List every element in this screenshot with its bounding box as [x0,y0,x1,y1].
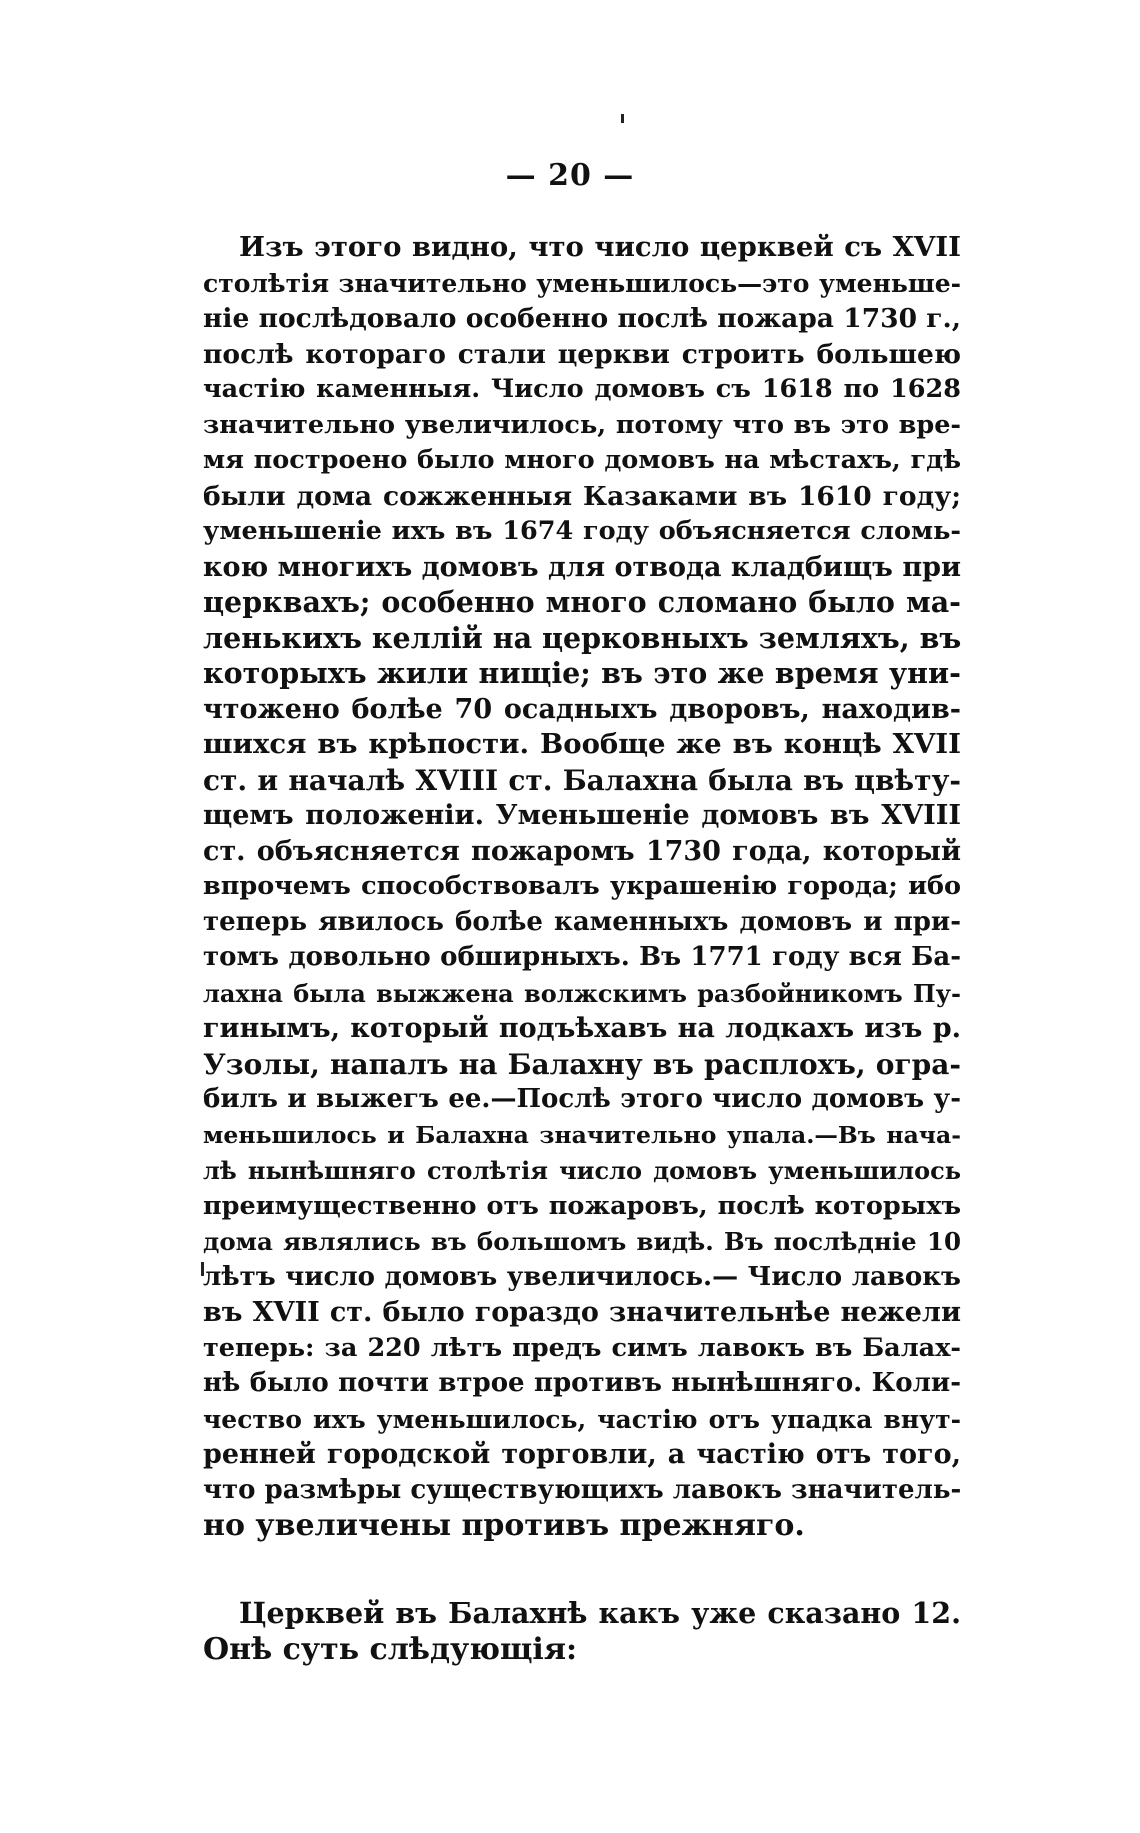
text-line: уменьшеніе ихъ въ 1674 году объясняется сломь- [203,516,961,546]
text-line: которыхъ жили нищіе; въ это же время уни- [203,656,961,690]
text-line: Церквей въ Балахнѣ какъ уже сказано 12. [239,1596,961,1630]
text-line: гинымъ, который подъѣхавъ на лодкахъ изъ р. [203,1013,961,1044]
text-line: впрочемъ способствовалъ украшенію города; ибо [203,871,961,901]
text-line: ленькихъ келлій на церковныхъ земляхъ, въ [203,620,961,655]
text-line: нѣ было почти втрое противъ нынѣшняго. Коли- [203,1368,961,1398]
text-line: чество ихъ уменьшилось, частію отъ упадка внут- [203,1404,961,1434]
text-line: кою многихъ домовъ для отвода кладбищъ при [203,551,961,583]
text-line: меньшилось и Балахна значительно упала.—Въ нача- [203,1120,961,1149]
text-line: ніе послѣдовало особенно послѣ пожара 1730 г., [203,303,961,334]
text-line: теперь: за 220 лѣтъ предъ симъ лавокъ въ Балах- [203,1332,961,1363]
text-line: ренней городской торговли, а частію отъ того, [203,1439,961,1470]
text-line: преимущественно отъ пожаровъ, послѣ которыхъ [203,1190,961,1221]
text-line: шихся въ крѣпости. Вообще же въ концѣ XVII [203,728,961,760]
text-line: ст. и началѣ XVIII ст. Балахна была въ цвѣту- [203,763,961,797]
text-line: билъ и выжегъ ее.—Послѣ этого число домовъ у- [203,1084,961,1114]
text-line: чтожено болѣе 70 осадныхъ дворовъ, находив- [203,693,961,725]
text-line: дома являлись въ большомъ видѣ. Въ послѣдніе 10 [203,1227,961,1256]
text-line: Узолы, напалъ на Балахну въ расплохъ, огра- [203,1047,961,1081]
text-line: мя построено было много домовъ на мѣстахъ, гдѣ [203,445,961,475]
text-line: лѣтъ число домовъ увеличилось.— Число лавокъ [203,1261,961,1292]
text-line: щемъ положеніи. Уменьшеніе домовъ въ XVIII [203,800,961,831]
text-line: значительно увеличилось, потому что въ это вре- [203,409,961,440]
text-line: но увеличены противъ прежняго. [203,1508,805,1543]
text-line: теперь явилось болѣе каменныхъ домовъ и при- [203,906,961,937]
text-line: столѣтія значительно уменьшилось—это уменьше- [203,268,961,298]
text-line: частію каменныя. Число домовъ съ 1618 по 1628 [203,374,961,404]
main-paragraph [203,230,961,1544]
churches-intro-paragraph [203,1596,961,1667]
text-line: что размѣры существующихъ лавокъ значитель- [203,1474,961,1505]
text-line: Онѣ суть слѣдующія: [203,1631,578,1667]
text-line: ст. объясняется пожаромъ 1730 года, который [203,835,961,867]
text-line: въ XVII ст. было гораздо значительнѣе нежели [203,1297,961,1328]
text-line: лахна была выжжена волжскимъ разбойникомъ Пу- [203,978,961,1008]
text-line: были дома сожженныя Казаками въ 1610 году; [203,480,961,512]
text-line: томъ довольно обширныхъ. Въ 1771 году вся Ба- [203,942,961,972]
text-line: лѣ нынѣшняго столѣтія число домовъ уменьшилось [203,1156,961,1185]
text-line: Изъ этого видно, что число церквей съ XVII [239,231,961,263]
print-speck [621,114,624,123]
text-line: церквахъ; особенно много сломано было ма- [203,585,961,619]
text-line: послѣ котораго стали церкви строить большею [203,338,961,370]
page-number: — 20 — [505,158,635,193]
